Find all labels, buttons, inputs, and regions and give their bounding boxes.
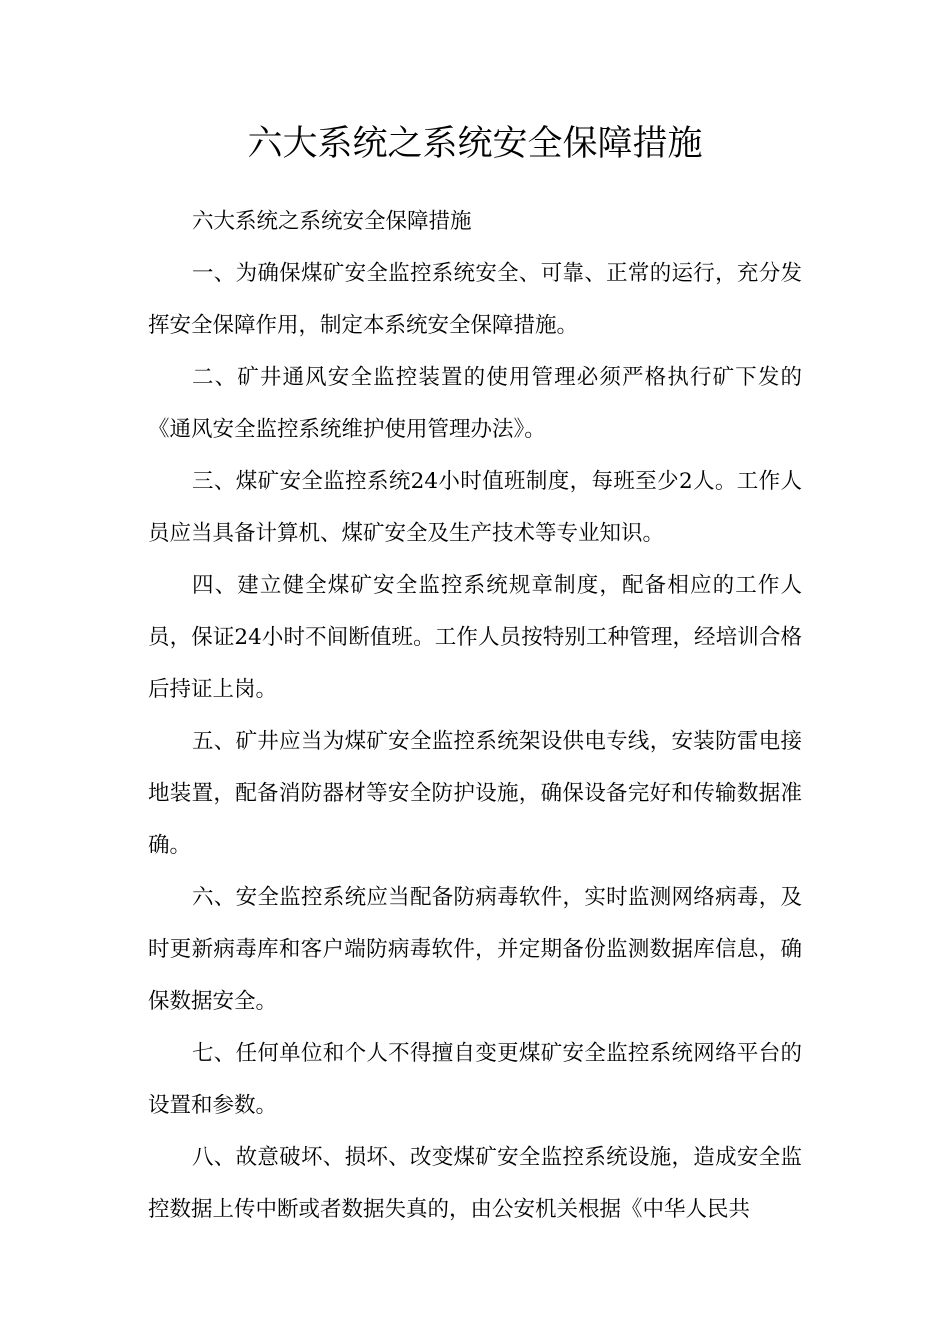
paragraph-8: 八、故意破坏、损坏、改变煤矿安全监控系统设施，造成安全监控数据上传中断或者数据失真的，由公安机关根据《中华人民共 — [148, 1145, 802, 1222]
paragraph-3: 三、煤矿安全监控系统24小时值班制度，每班至少2人。工作人员应当具备计算机、煤矿安全及生产技术等专业知识。 — [148, 469, 802, 546]
document-title: 六大系统之系统安全保障措施 — [247, 124, 703, 164]
paragraph-2: 二、矿井通风安全监控装置的使用管理必须严格执行矿下发的《通风安全监控系统维护使用管理办法》。 — [148, 365, 802, 442]
paragraph-1: 一、为确保煤矿安全监控系统安全、可靠、正常的运行，充分发挥安全保障作用，制定本系统安全保障措施。 — [148, 261, 802, 338]
document-body — [148, 196, 802, 1236]
paragraph-5: 五、矿井应当为煤矿安全监控系统架设供电专线，安装防雷电接地装置，配备消防器材等安全防护设施，确保设备完好和传输数据准确。 — [148, 729, 802, 858]
paragraph-subtitle: 六大系统之系统安全保障措施 — [192, 209, 472, 234]
paragraph-4: 四、建立健全煤矿安全监控系统规章制度，配备相应的工作人员，保证24小时不间断值班。工作人员按特别工种管理，经培训合格后持证上岗。 — [148, 573, 802, 702]
paragraph-6: 六、安全监控系统应当配备防病毒软件，实时监测网络病毒，及时更新病毒库和客户端防病毒软件，并定期备份监测数据库信息，确保数据安全。 — [148, 885, 802, 1014]
paragraph-7: 七、任何单位和个人不得擅自变更煤矿安全监控系统网络平台的设置和参数。 — [148, 1041, 802, 1118]
